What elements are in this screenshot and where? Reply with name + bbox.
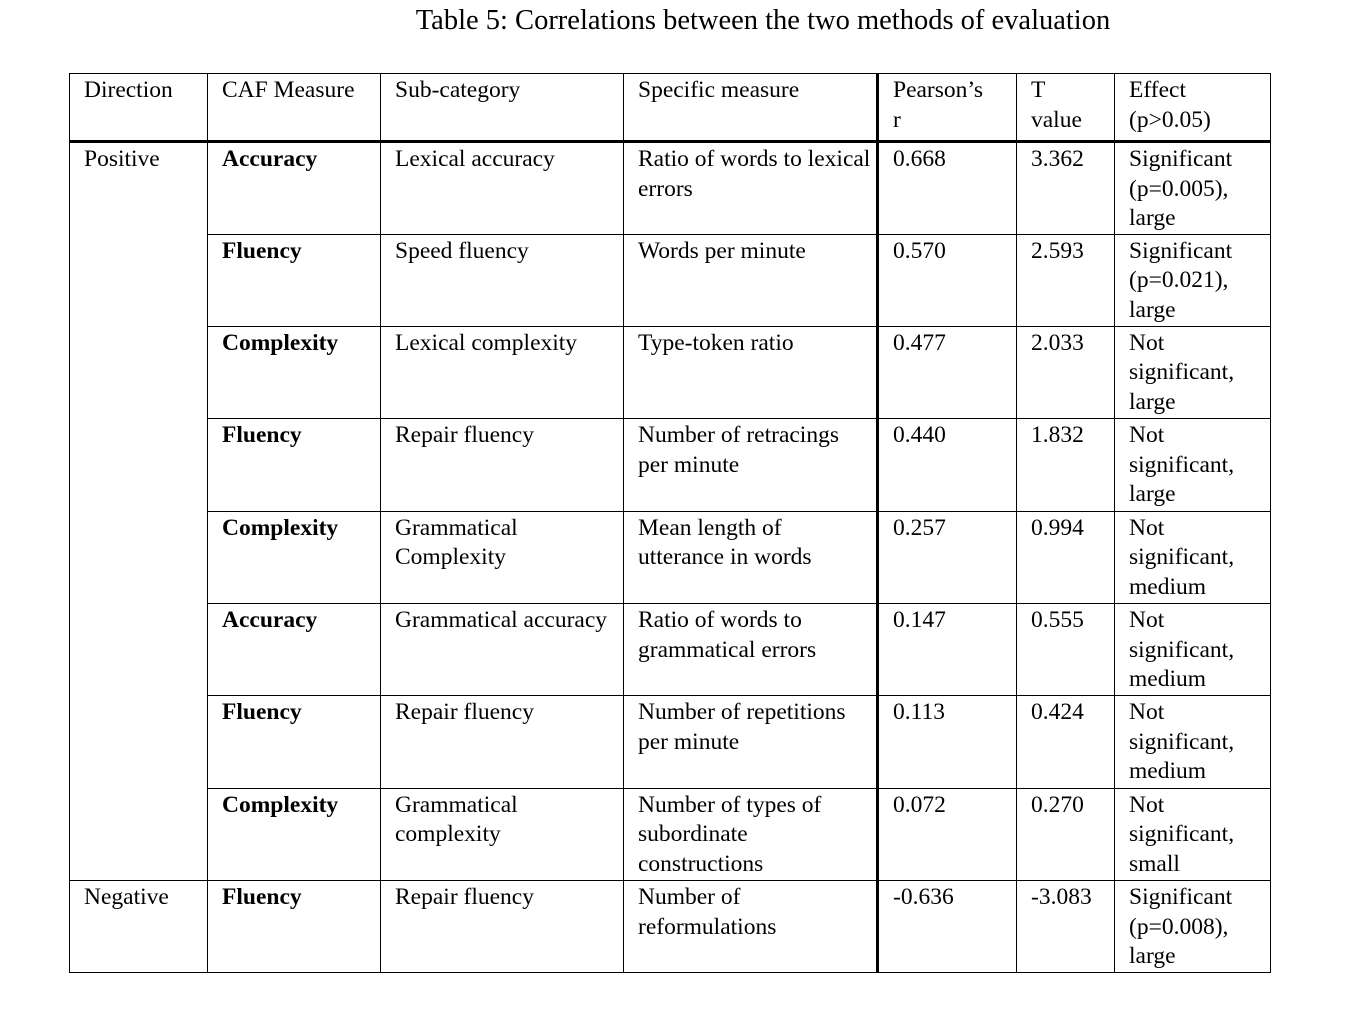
pearsons-r-cell: 0.072 <box>878 788 1017 880</box>
header-pearsons-r: Pearson’s r <box>878 74 1017 142</box>
table-row <box>70 604 1271 696</box>
sub-category-cell: Lexical accuracy <box>381 142 624 235</box>
pearsons-r-cell: 0.668 <box>878 142 1017 235</box>
header-specific-measure: Specific measure <box>624 74 878 142</box>
correlations-table <box>69 73 1271 973</box>
pearsons-r-cell: 0.257 <box>878 511 1017 603</box>
effect-cell: Not significant, large <box>1115 419 1271 511</box>
t-value-cell: 2.033 <box>1017 326 1115 418</box>
pearsons-r-cell: 0.113 <box>878 696 1017 788</box>
caf-measure-cell: Complexity <box>208 788 381 880</box>
sub-category-cell: Repair fluency <box>381 696 624 788</box>
specific-measure-cell: Type-token ratio <box>624 326 878 418</box>
header-sub-category: Sub-category <box>381 74 624 142</box>
t-value-cell: 3.362 <box>1017 142 1115 235</box>
specific-measure-cell: Number of retracings per minute <box>624 419 878 511</box>
t-value-cell: 1.832 <box>1017 419 1115 511</box>
caf-measure-cell: Fluency <box>208 696 381 788</box>
specific-measure-cell: Number of repetitions per minute <box>624 696 878 788</box>
pearsons-r-cell: 0.570 <box>878 234 1017 326</box>
t-value-cell: 0.270 <box>1017 788 1115 880</box>
sub-category-cell: Grammatical Complexity <box>381 511 624 603</box>
effect-cell: Significant (p=0.008), large <box>1115 881 1271 973</box>
header-caf-measure: CAF Measure <box>208 74 381 142</box>
caf-measure-cell: Complexity <box>208 511 381 603</box>
direction-negative-cell: Negative <box>70 881 208 973</box>
effect-cell: Not significant, medium <box>1115 604 1271 696</box>
sub-category-cell: Speed fluency <box>381 234 624 326</box>
header-row <box>70 74 1271 142</box>
direction-positive-cell: Positive <box>70 142 208 881</box>
specific-measure-cell: Number of types of subordinate constructions <box>624 788 878 880</box>
pearsons-r-cell: -0.636 <box>878 881 1017 973</box>
t-value-cell: 0.424 <box>1017 696 1115 788</box>
caf-measure-cell: Accuracy <box>208 604 381 696</box>
pearsons-r-cell: 0.477 <box>878 326 1017 418</box>
table-row <box>70 696 1271 788</box>
effect-cell: Not significant, small <box>1115 788 1271 880</box>
table-row <box>70 511 1271 603</box>
sub-category-cell: Grammatical complexity <box>381 788 624 880</box>
t-value-cell: 0.994 <box>1017 511 1115 603</box>
caf-measure-cell: Accuracy <box>208 142 381 235</box>
table-row <box>70 419 1271 511</box>
specific-measure-cell: Number of reformulations <box>624 881 878 973</box>
effect-cell: Significant (p=0.021), large <box>1115 234 1271 326</box>
sub-category-cell: Grammatical accuracy <box>381 604 624 696</box>
header-t-value: T value <box>1017 74 1115 142</box>
pearsons-r-cell: 0.440 <box>878 419 1017 511</box>
specific-measure-cell: Ratio of words to lexical errors <box>624 142 878 235</box>
header-direction: Direction <box>70 74 208 142</box>
t-value-cell: -3.083 <box>1017 881 1115 973</box>
table-caption: Table 5: Correlations between the two methods of evaluation <box>415 5 1111 36</box>
effect-cell: Not significant, large <box>1115 326 1271 418</box>
caf-measure-cell: Fluency <box>208 419 381 511</box>
t-value-cell: 0.555 <box>1017 604 1115 696</box>
caf-measure-cell: Fluency <box>208 881 381 973</box>
sub-category-cell: Lexical complexity <box>381 326 624 418</box>
specific-measure-cell: Mean length of utterance in words <box>624 511 878 603</box>
table-row <box>70 881 1271 973</box>
t-value-cell: 2.593 <box>1017 234 1115 326</box>
sub-category-cell: Repair fluency <box>381 419 624 511</box>
caf-measure-cell: Complexity <box>208 326 381 418</box>
table-row <box>70 788 1271 880</box>
table-row <box>70 326 1271 418</box>
effect-cell: Not significant, medium <box>1115 696 1271 788</box>
table-row <box>70 142 1271 235</box>
table-row <box>70 234 1271 326</box>
effect-cell: Significant (p=0.005), large <box>1115 142 1271 235</box>
specific-measure-cell: Ratio of words to grammatical errors <box>624 604 878 696</box>
sub-category-cell: Repair fluency <box>381 881 624 973</box>
pearsons-r-cell: 0.147 <box>878 604 1017 696</box>
specific-measure-cell: Words per minute <box>624 234 878 326</box>
effect-cell: Not significant, medium <box>1115 511 1271 603</box>
caf-measure-cell: Fluency <box>208 234 381 326</box>
header-effect: Effect (p>0.05) <box>1115 74 1271 142</box>
